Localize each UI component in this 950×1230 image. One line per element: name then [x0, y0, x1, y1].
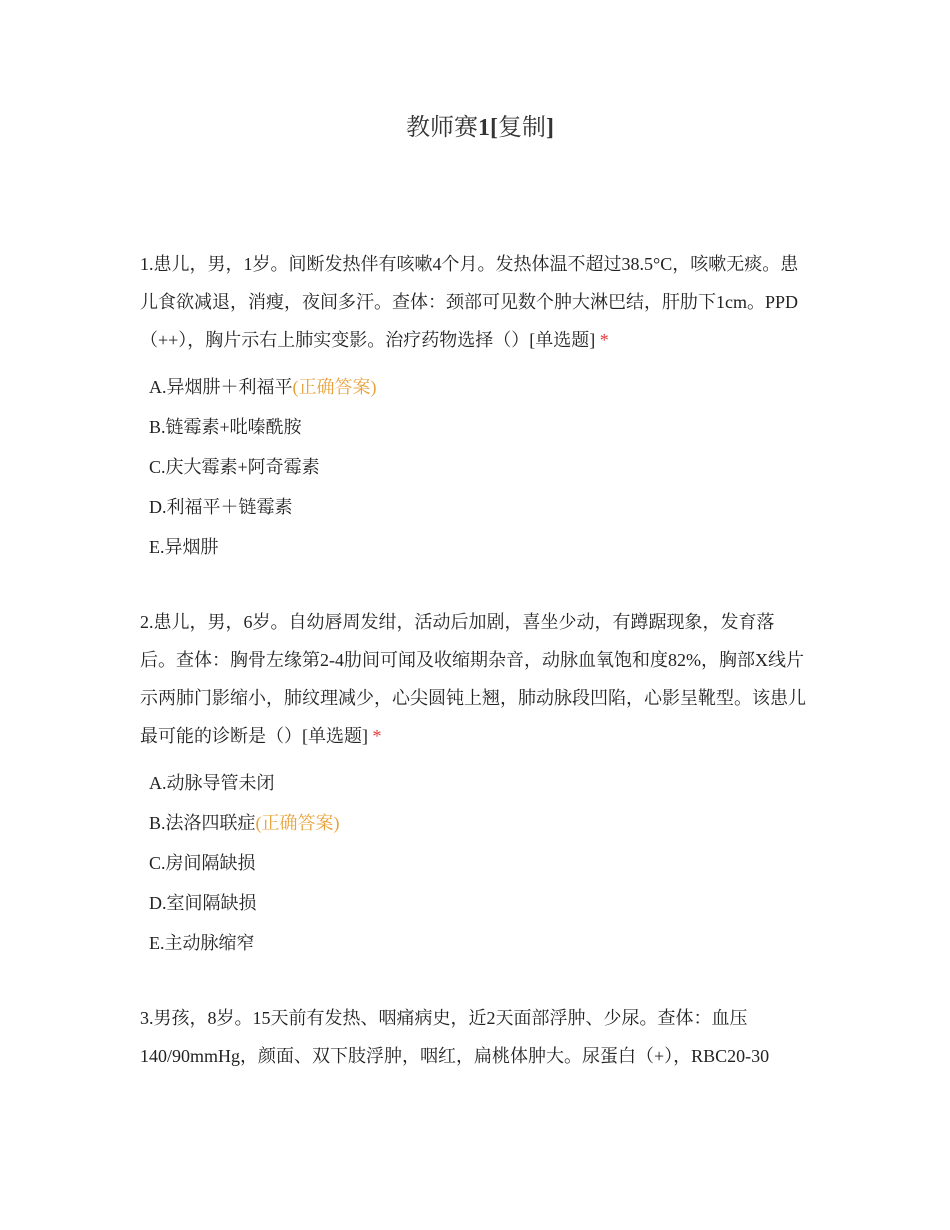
option-a[interactable] [149, 367, 810, 407]
question-1 [140, 245, 810, 567]
option-list [149, 763, 810, 963]
option-text: E.主动脉缩窄 [149, 933, 255, 953]
question-2 [140, 603, 810, 963]
option-e[interactable] [149, 527, 810, 567]
option-c[interactable] [149, 843, 810, 883]
option-b[interactable] [149, 803, 810, 843]
option-c[interactable] [149, 447, 810, 487]
option-b[interactable] [149, 407, 810, 447]
required-mark: * [599, 330, 609, 350]
question-stem-text: 3.男孩，8岁。15天前有发热、咽痛病史，近2天面部浮肿、少尿。查体：血压140/90mmHg，颜面、双下肢浮肿，咽红，扁桃体肿大。尿蛋白（+），RBC20-30 [140, 1008, 770, 1066]
question-stem-text: 1.患儿，男，1岁。间断发热伴有咳嗽4个月。发热体温不超过38.5°C，咳嗽无痰。患儿食欲减退，消瘦，夜间多汗。查体：颈部可见数个肿大淋巴结，肝肋下1cm。PPD（++），胸片示右上肺实变影。治疗药物选择（）[单选题] [140, 254, 799, 350]
title-copy: 复制 [498, 115, 546, 141]
page-title [0, 108, 950, 148]
option-text: A.异烟肼＋利福平 [149, 377, 293, 397]
option-text: C.房间隔缺损 [149, 853, 256, 873]
option-text: D.室间隔缺损 [149, 893, 257, 913]
option-a[interactable] [149, 763, 810, 803]
question-3 [140, 999, 810, 1075]
question-stem [140, 245, 810, 359]
correct-answer-tag: (正确答案) [292, 377, 377, 397]
option-text: C.庆大霉素+阿奇霉素 [149, 457, 320, 477]
option-text: D.利福平＋链霉素 [149, 497, 293, 517]
option-text: E.异烟肼 [149, 537, 219, 557]
question-stem [140, 603, 810, 755]
option-text: B.链霉素+吡嗪酰胺 [149, 417, 302, 437]
option-d[interactable] [149, 487, 810, 527]
question-stem-text: 2.患儿，男，6岁。自幼唇周发绀，活动后加剧，喜坐少动，有蹲踞现象，发育落后。查体：胸骨左缘第2-4肋间可闻及收缩期杂音，动脉血氧饱和度82%，胸部X线片示两肺门影缩小，肺纹理减少，心尖圆钝上翘，肺动脉段凹陷，心影呈靴型。该患儿最可能的诊断是（）[单选题] [140, 612, 806, 746]
option-d[interactable] [149, 883, 810, 923]
option-e[interactable] [149, 923, 810, 963]
title-suffix: ] [546, 115, 554, 141]
required-mark: * [372, 726, 382, 746]
correct-answer-tag: (正确答案) [255, 813, 340, 833]
option-list [149, 367, 810, 567]
question-stem [140, 999, 810, 1075]
option-text: A.动脉导管未闭 [149, 773, 275, 793]
title-prefix: 教师赛 [406, 115, 478, 141]
option-text: B.法洛四联症 [149, 813, 256, 833]
title-number: 1[ [478, 115, 498, 141]
